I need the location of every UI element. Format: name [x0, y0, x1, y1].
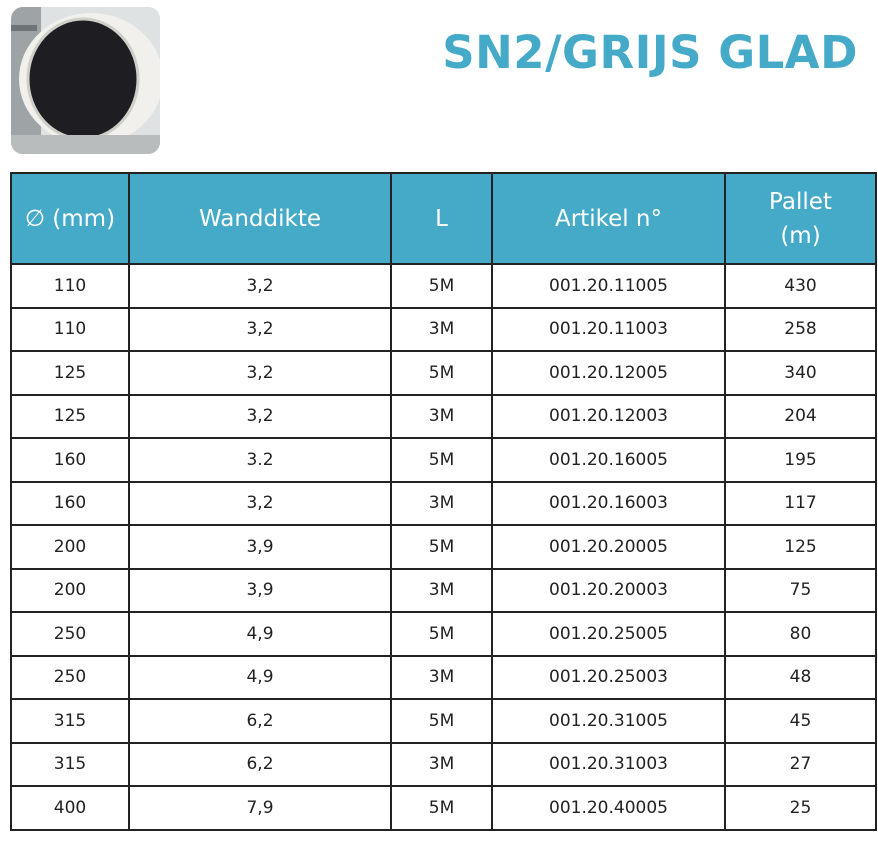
cell-pallet: 204 — [725, 395, 876, 439]
cell-pallet: 125 — [725, 525, 876, 569]
cell-article-number: 001.20.31005 — [492, 699, 725, 743]
table-row — [11, 569, 876, 613]
cell-pallet: 430 — [725, 264, 876, 308]
cell-length: 3M — [391, 308, 492, 352]
table-row — [11, 612, 876, 656]
cell-wall-thickness: 7,9 — [129, 786, 391, 830]
table-row — [11, 351, 876, 395]
cell-article-number: 001.20.12005 — [492, 351, 725, 395]
cell-wall-thickness: 3,2 — [129, 308, 391, 352]
cell-article-number: 001.20.16005 — [492, 438, 725, 482]
cell-length: 5M — [391, 525, 492, 569]
cell-diameter: 110 — [11, 264, 129, 308]
cell-pallet: 258 — [725, 308, 876, 352]
cell-pallet: 80 — [725, 612, 876, 656]
header-pallet: Pallet (m) — [725, 173, 876, 264]
table-row — [11, 525, 876, 569]
cell-pallet: 195 — [725, 438, 876, 482]
cell-diameter: 200 — [11, 569, 129, 613]
cell-length: 5M — [391, 612, 492, 656]
cell-length: 5M — [391, 699, 492, 743]
cell-article-number: 001.20.16003 — [492, 482, 725, 526]
cell-pallet: 27 — [725, 743, 876, 787]
cell-wall-thickness: 3,9 — [129, 569, 391, 613]
cell-pallet: 117 — [725, 482, 876, 526]
cell-wall-thickness: 3,2 — [129, 264, 391, 308]
cell-diameter: 250 — [11, 612, 129, 656]
cell-diameter: 315 — [11, 743, 129, 787]
cell-pallet: 25 — [725, 786, 876, 830]
cell-length: 5M — [391, 264, 492, 308]
table-row — [11, 264, 876, 308]
cell-wall-thickness: 3,2 — [129, 351, 391, 395]
cell-length: 5M — [391, 438, 492, 482]
cell-article-number: 001.20.40005 — [492, 786, 725, 830]
cell-article-number: 001.20.12003 — [492, 395, 725, 439]
header-wall-thickness: Wanddikte — [129, 173, 391, 264]
cell-length: 5M — [391, 786, 492, 830]
cell-wall-thickness: 4,9 — [129, 656, 391, 700]
table-row — [11, 699, 876, 743]
header-diameter: ∅ (mm) — [11, 173, 129, 264]
pipe-photo — [11, 7, 160, 154]
cell-diameter: 160 — [11, 438, 129, 482]
cell-wall-thickness: 3,9 — [129, 525, 391, 569]
cell-article-number: 001.20.11005 — [492, 264, 725, 308]
cell-wall-thickness: 3.2 — [129, 438, 391, 482]
cell-wall-thickness: 4,9 — [129, 612, 391, 656]
cell-diameter: 125 — [11, 351, 129, 395]
cell-article-number: 001.20.11003 — [492, 308, 725, 352]
cell-wall-thickness: 3,2 — [129, 482, 391, 526]
cell-length: 3M — [391, 569, 492, 613]
cell-length: 3M — [391, 395, 492, 439]
cell-pallet: 340 — [725, 351, 876, 395]
cell-diameter: 250 — [11, 656, 129, 700]
cell-article-number: 001.20.31003 — [492, 743, 725, 787]
header-length: L — [391, 173, 492, 264]
cell-article-number: 001.20.20005 — [492, 525, 725, 569]
cell-diameter: 110 — [11, 308, 129, 352]
cell-diameter: 200 — [11, 525, 129, 569]
cell-pallet: 45 — [725, 699, 876, 743]
table-row — [11, 482, 876, 526]
cell-length: 3M — [391, 743, 492, 787]
cell-wall-thickness: 3,2 — [129, 395, 391, 439]
pipe-spec-table — [10, 172, 877, 831]
cell-wall-thickness: 6,2 — [129, 743, 391, 787]
page-title: SN2/GRIJS GLAD — [442, 26, 858, 79]
cell-pallet: 75 — [725, 569, 876, 613]
header-article-number: Artikel n° — [492, 173, 725, 264]
cell-diameter: 400 — [11, 786, 129, 830]
cell-length: 3M — [391, 482, 492, 526]
cell-length: 3M — [391, 656, 492, 700]
table-row — [11, 786, 876, 830]
table-row — [11, 656, 876, 700]
table-row — [11, 395, 876, 439]
cell-diameter: 125 — [11, 395, 129, 439]
cell-article-number: 001.20.25005 — [492, 612, 725, 656]
table-row — [11, 438, 876, 482]
cell-article-number: 001.20.20003 — [492, 569, 725, 613]
cell-wall-thickness: 6,2 — [129, 699, 391, 743]
cell-diameter: 315 — [11, 699, 129, 743]
table-header-row — [11, 173, 876, 264]
cell-length: 5M — [391, 351, 492, 395]
cell-pallet: 48 — [725, 656, 876, 700]
table-row — [11, 308, 876, 352]
cell-diameter: 160 — [11, 482, 129, 526]
table-row — [11, 743, 876, 787]
cell-article-number: 001.20.25003 — [492, 656, 725, 700]
